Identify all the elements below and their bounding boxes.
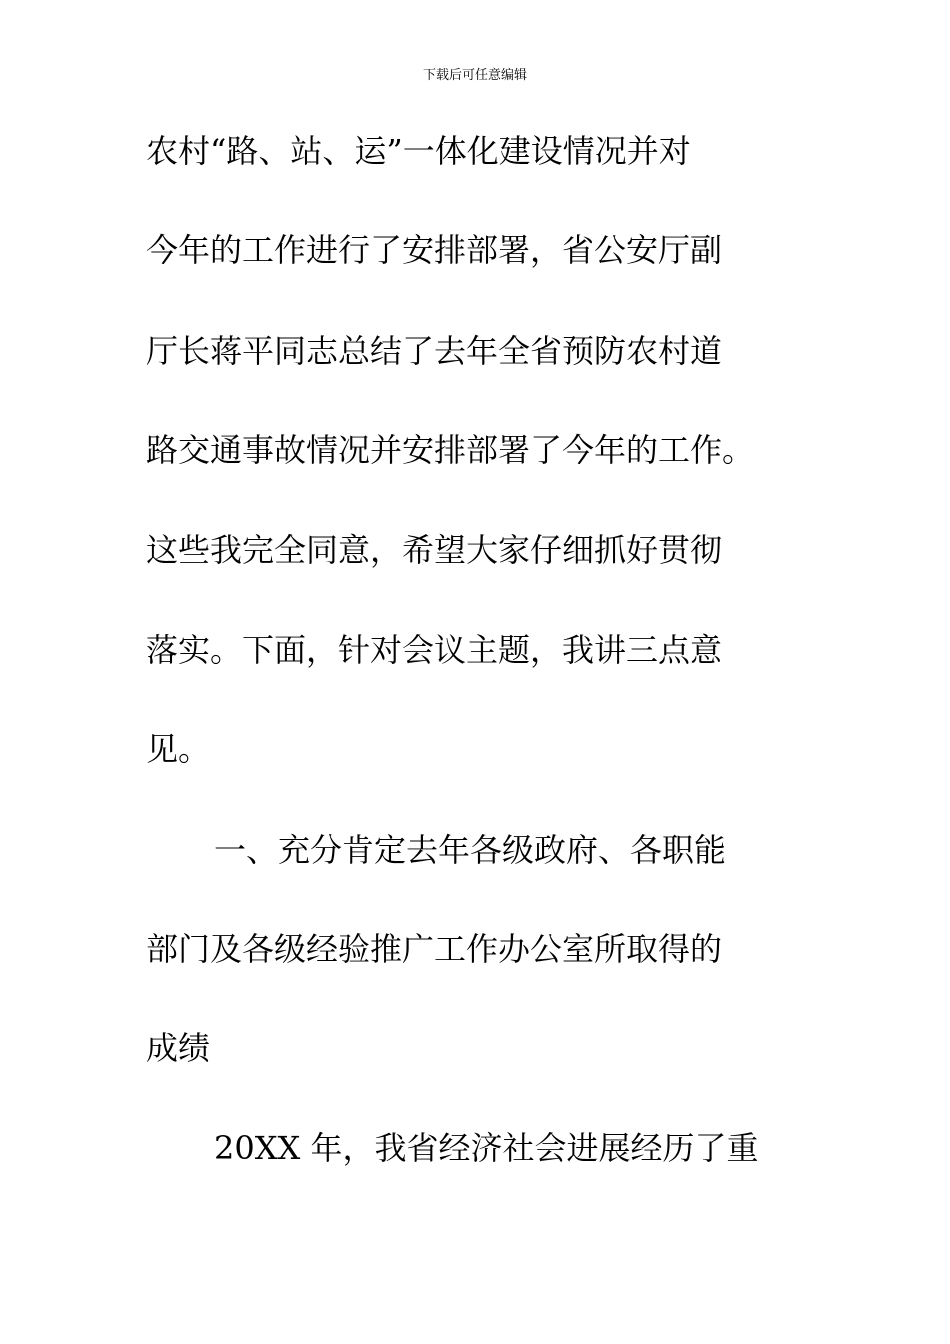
section-heading-line: 成绩 bbox=[146, 1029, 211, 1067]
text-line: 农村“路、站、运”一体化建设情况并对 bbox=[146, 132, 691, 170]
text-line: 厅长蒋平同志总结了去年全省预防农村道 bbox=[146, 332, 723, 370]
text-line: 路交通事故情况并安排部署了今年的工作。 bbox=[146, 431, 755, 469]
section-heading-line: 一、充分肯定去年各级政府、各职能 bbox=[214, 831, 727, 869]
paragraph-start-line: 20XX 年，我省经济社会进展经历了重 bbox=[214, 1129, 759, 1167]
text-line: 落实。下面，针对会议主题，我讲三点意 bbox=[146, 631, 723, 669]
text-line: 这些我完全同意，希望大家仔细抓好贯彻 bbox=[146, 531, 723, 569]
section-heading-line: 部门及各级经验推广工作办公室所取得的 bbox=[146, 930, 723, 968]
text-line: 见。 bbox=[146, 730, 211, 768]
text-line: 今年的工作进行了安排部署，省公安厅副 bbox=[146, 231, 723, 269]
page-header-note: 下载后可任意编辑 bbox=[422, 68, 527, 83]
